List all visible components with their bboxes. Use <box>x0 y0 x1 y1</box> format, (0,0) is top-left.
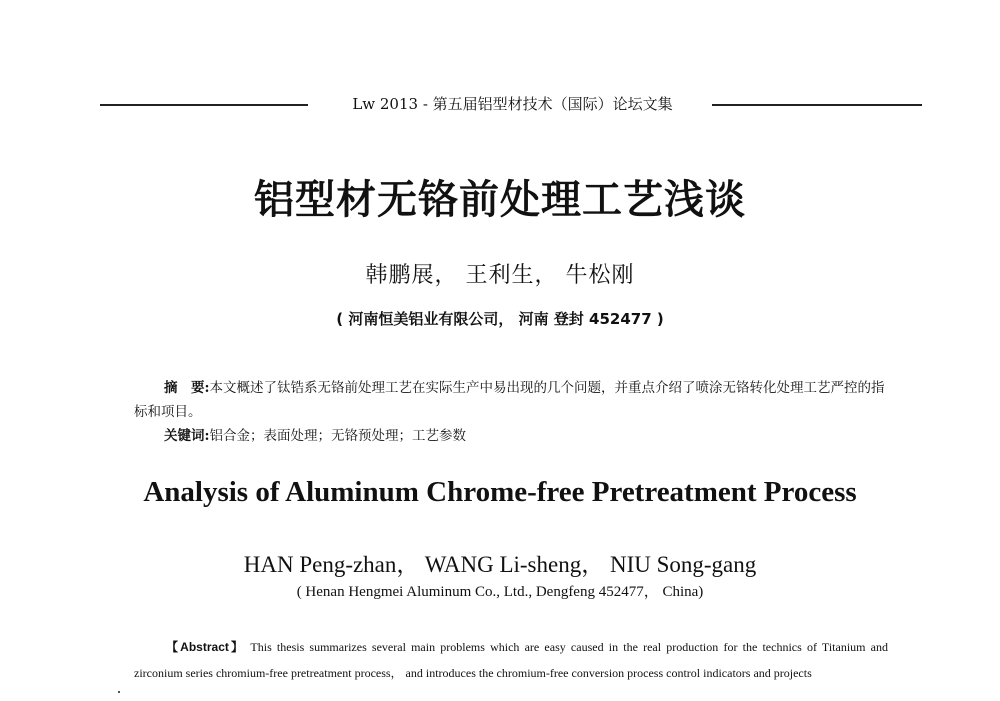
chinese-keywords-text: 铝合金；表面处理；无铬预处理；工艺参数 <box>209 428 466 444</box>
chinese-title: 铝型材无铬前处理工艺浅谈 <box>254 176 746 223</box>
english-abstract <box>134 634 888 686</box>
chinese-authors: 韩鹏展， 王利生， 牛松刚 <box>365 263 635 288</box>
chinese-abstract-label: 摘 要: <box>164 380 210 396</box>
chinese-keywords-label: 关键词: <box>164 428 210 444</box>
chinese-abstract <box>134 376 894 424</box>
chinese-affiliation: ( 河南恒美铝业有限公司， 河南 登封 452477 ) <box>336 310 664 328</box>
running-header <box>100 94 922 114</box>
running-title: Lw 2013 - 第五届铝型材技术（国际）论坛文集 <box>352 95 673 113</box>
english-abstract-label: 【Abstract】 <box>166 640 246 654</box>
english-title: Analysis of Aluminum Chrome-free Pretreatment Process <box>143 476 857 508</box>
chinese-abstract-text: 本文概述了钛锆系无铬前处理工艺在实际生产中易出现的几个问题，并重点介绍了喷涂无铬转化处理工艺严控的指标和项目。 <box>134 380 885 420</box>
english-abstract-text: This thesis summarizes several main problems which are easy caused in the real production for the technics of Titanium and zirconium series chromium-free pretreatment process， and introduces the chromium-free conversion process control indicators and projects <box>134 640 888 680</box>
scan-artifact <box>118 691 120 693</box>
header-rule-left <box>100 104 308 106</box>
chinese-keywords <box>164 426 894 446</box>
header-rule-right <box>712 104 922 106</box>
english-authors: HAN Peng-zhan， WANG Li-sheng， NIU Song-gang <box>243 552 757 577</box>
english-affiliation: ( Henan Hengmei Aluminum Co., Ltd., Dengfeng 452477， China) <box>296 584 704 600</box>
